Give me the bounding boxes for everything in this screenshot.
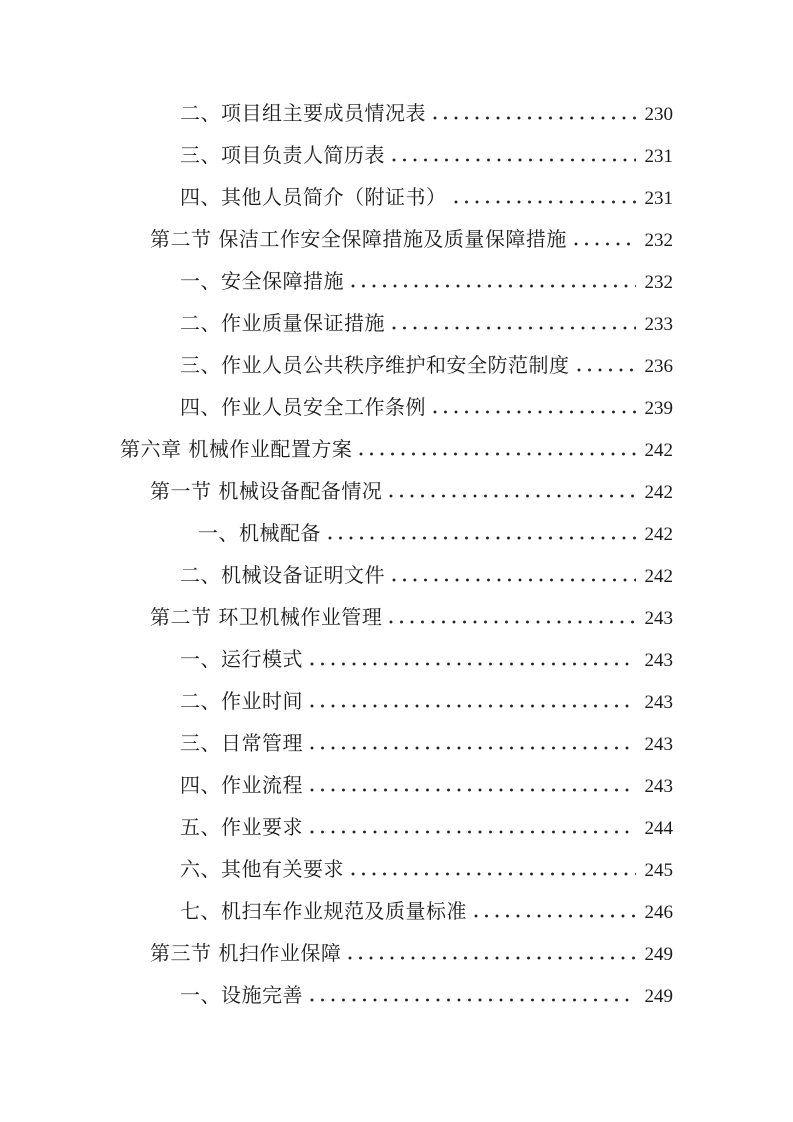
toc-entry-title: 一、机械配备	[198, 521, 321, 545]
toc-entry-page: 243	[644, 650, 673, 671]
toc-entry[interactable]	[180, 176, 673, 218]
toc-entry-page: 246	[644, 902, 673, 923]
toc-entry-page: 243	[644, 692, 673, 713]
toc-entry-page: 232	[644, 230, 673, 251]
toc-entry[interactable]	[180, 92, 673, 134]
toc-entry-page: 230	[644, 104, 673, 125]
toc-entry-title: 四、其他人员简介（附证书）	[180, 185, 447, 209]
dot-leader	[389, 620, 636, 624]
toc-entry-page: 232	[644, 272, 673, 293]
dot-leader	[392, 158, 636, 162]
toc-entry[interactable]	[150, 218, 673, 260]
toc-entry[interactable]	[180, 344, 673, 386]
toc-entry-title: 第六章 机械作业配置方案	[120, 437, 353, 461]
toc-entry[interactable]	[180, 848, 673, 890]
dot-leader	[351, 284, 636, 288]
toc-entry-page: 231	[644, 188, 673, 209]
toc-entry-title: 五、作业要求	[180, 815, 303, 839]
toc-entry[interactable]	[150, 596, 673, 638]
toc-entry[interactable]	[180, 680, 673, 722]
toc-entry[interactable]	[180, 890, 673, 932]
dot-leader	[359, 452, 636, 456]
toc-entry-page: 242	[644, 440, 673, 461]
toc-entry-title: 三、作业人员公共秩序维护和安全防范制度	[180, 353, 570, 377]
dot-leader	[433, 410, 636, 414]
toc-entry-page: 242	[644, 566, 673, 587]
toc-entry[interactable]	[180, 764, 673, 806]
toc-entry[interactable]	[180, 554, 673, 596]
dot-leader	[474, 914, 636, 918]
toc-entry[interactable]	[180, 638, 673, 680]
toc-entry-title: 一、安全保障措施	[180, 269, 344, 293]
toc-entry-title: 第二节 环卫机械作业管理	[150, 605, 383, 629]
toc-entry[interactable]	[180, 134, 673, 176]
toc-entry[interactable]	[120, 428, 673, 470]
toc-entry-title: 六、其他有关要求	[180, 857, 344, 881]
dot-leader	[392, 578, 636, 582]
toc-entry[interactable]	[150, 470, 673, 512]
toc-entry-title: 二、机械设备证明文件	[180, 563, 385, 587]
toc-entry-title: 第二节 保洁工作安全保障措施及质量保障措施	[150, 227, 567, 251]
toc-entry-title: 第一节 机械设备配备情况	[150, 479, 383, 503]
toc-entry[interactable]	[180, 260, 673, 302]
toc-entry-title: 一、设施完善	[180, 983, 303, 1007]
dot-leader	[310, 998, 636, 1002]
toc-entry-title: 三、日常管理	[180, 731, 303, 755]
toc-entry-title: 二、作业时间	[180, 689, 303, 713]
toc-entry[interactable]	[198, 512, 673, 554]
dot-leader	[392, 326, 636, 330]
toc-entry-page: 245	[644, 860, 673, 881]
dot-leader	[389, 494, 636, 498]
toc-entry-page: 239	[644, 398, 673, 419]
toc-entry[interactable]	[180, 806, 673, 848]
toc-entry-title: 二、项目组主要成员情况表	[180, 101, 426, 125]
toc-entry-page: 233	[644, 314, 673, 335]
toc-entry-page: 249	[644, 944, 673, 965]
toc-entry-page: 243	[644, 776, 673, 797]
dot-leader	[577, 368, 637, 372]
toc-entry-page: 242	[644, 482, 673, 503]
toc-entry-title: 四、作业人员安全工作条例	[180, 395, 426, 419]
toc-entry-title: 四、作业流程	[180, 773, 303, 797]
dot-leader	[310, 704, 636, 708]
toc-entry[interactable]	[180, 722, 673, 764]
dot-leader	[351, 872, 636, 876]
toc-entry-title: 二、作业质量保证措施	[180, 311, 385, 335]
dot-leader	[310, 662, 636, 666]
toc-entry-page: 244	[644, 818, 673, 839]
toc-entry-page: 243	[644, 734, 673, 755]
dot-leader	[310, 788, 636, 792]
dot-leader	[454, 200, 637, 204]
toc-entry[interactable]	[180, 386, 673, 428]
dot-leader	[310, 830, 636, 834]
toc-entry-title: 第三节 机扫作业保障	[150, 941, 342, 965]
toc-entry-title: 七、机扫车作业规范及质量标准	[180, 899, 467, 923]
toc-entry-title: 三、项目负责人简历表	[180, 143, 385, 167]
dot-leader	[310, 746, 636, 750]
dot-leader	[348, 956, 636, 960]
toc-entry-page: 243	[644, 608, 673, 629]
toc-entry[interactable]	[180, 302, 673, 344]
table-of-contents	[120, 92, 673, 1016]
toc-entry-page: 242	[644, 524, 673, 545]
toc-entry-page: 249	[644, 986, 673, 1007]
toc-entry-title: 一、运行模式	[180, 647, 303, 671]
toc-entry-page: 231	[644, 146, 673, 167]
toc-entry[interactable]	[150, 932, 673, 974]
dot-leader	[433, 116, 636, 120]
toc-entry[interactable]	[180, 974, 673, 1016]
dot-leader	[328, 536, 636, 540]
dot-leader	[574, 242, 636, 246]
toc-entry-page: 236	[644, 356, 673, 377]
